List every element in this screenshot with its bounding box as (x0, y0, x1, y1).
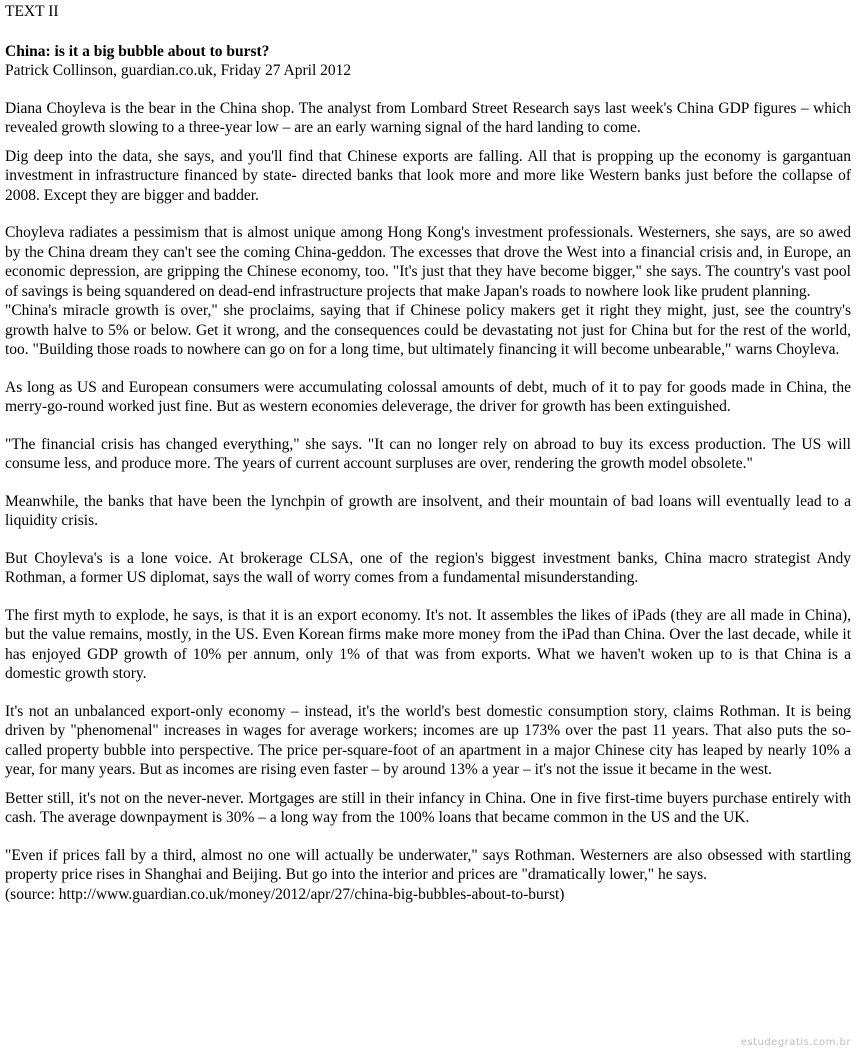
paragraph: "Even if prices fall by a third, almost no one will actually be underwater," says Rothman. Westerners are also obsessed with startling property price rises in Shanghai and Beijing. But go into the interior and prices are "dramatically lower," he says. (5, 846, 851, 883)
paragraph: Dig deep into the data, she says, and you'll find that Chinese exports are falling. All that is propping up the economy is gargantuan investment in infrastructure financed by state- directed banks that look more and more like Western banks just before the collapse of 2008. Except they are bigger and badder. (5, 147, 851, 204)
site-watermark: estudegratis.com.br (740, 1037, 851, 1048)
paragraph: Meanwhile, the banks that have been the lynchpin of growth are insolvent, and their mountain of bad loans will eventually lead to a liquidity crisis. (5, 492, 851, 529)
paragraph: Diana Choyleva is the bear in the China shop. The analyst from Lombard Street Research says last week's China GDP figures – which revealed growth slowing to a three-year low – are an early warning signal of the hard landing to come. (5, 99, 851, 136)
document-page (5, 2, 851, 904)
paragraph: It's not an unbalanced export-only economy – instead, it's the world's best domestic consumption story, claims Rothman. It is being driven by "phenomenal" increases in wages for average workers; incomes are up 173% over the past 11 years. That also puts the so-called property bubble into perspective. The price per-square-foot of an apartment in a major Chinese city has leaped by nearly 10% a year, for many years. But as incomes are rising even faster – by around 13% a year – it's not the issue it became in the west. (5, 702, 851, 778)
paragraph: The first myth to explode, he says, is that it is an export economy. It's not. It assembles the likes of iPads (they are all made in China), but the value remains, mostly, in the US. Even Korean firms make more money from the iPad than China. Over the last decade, while it has enjoyed GDP growth of 10% per annum, only 1% of that was from exports. What we haven't woken up to is that China is a domestic growth story. (5, 606, 851, 682)
paragraph: But Choyleva's is a lone voice. At brokerage CLSA, one of the region's biggest investment banks, China macro strategist Andy Rothman, a former US diplomat, says the wall of worry comes from a fundamental misunderstanding. (5, 549, 851, 586)
paragraph: As long as US and European consumers were accumulating colossal amounts of debt, much of it to pay for goods made in China, the merry-go-round worked just fine. But as western economies deleverage, the driver for growth has been extinguished. (5, 378, 851, 415)
paragraph: "The financial crisis has changed everything," she says. "It can no longer rely on abroad to buy its excess production. The US will consume less, and produce more. The years of current account surpluses are over, rendering the growth model obsolete." (5, 435, 851, 472)
paragraph: "China's miracle growth is over," she proclaims, saying that if Chinese policy makers get it right they might, just, see the country's growth halve to 5% or below. Get it wrong, and the consequences could be devastating not just for China but for the rest of the world, too. "Building those roads to nowhere can go on for a long time, but ultimately financing it will become unbearable," warns Choyleva. (5, 302, 851, 358)
article-byline: Patrick Collinson, guardian.co.uk, Friday 27 April 2012 (5, 62, 352, 79)
paragraph: Choyleva radiates a pessimism that is almost unique among Hong Kong's investment professionals. Westerners, she says, are so awed by the China dream they can't see the coming China-geddon. The excesses that drove the West into a financial crisis and, in Europe, an economic depression, are gripping the Chinese economy, too. "It's just that they have become bigger," she says. The country's vast pool of savings is being squandered on dead-end infrastructure projects that make Japan's roads to nowhere look like prudent planning. (5, 224, 851, 300)
source-citation: (source: http://www.guardian.co.uk/money/2012/apr/27/china-big-bubbles-about-to-burst) (5, 885, 565, 903)
article-title: China: is it a big bubble about to burst? (5, 42, 270, 60)
section-label: TEXT II (5, 3, 59, 20)
paragraph: Better still, it's not on the never-never. Mortgages are still in their infancy in China. One in five first-time buyers purchase entirely with cash. The average downpayment is 30% – a long way from the 100% loans that became common in the US and the UK. (5, 789, 851, 826)
